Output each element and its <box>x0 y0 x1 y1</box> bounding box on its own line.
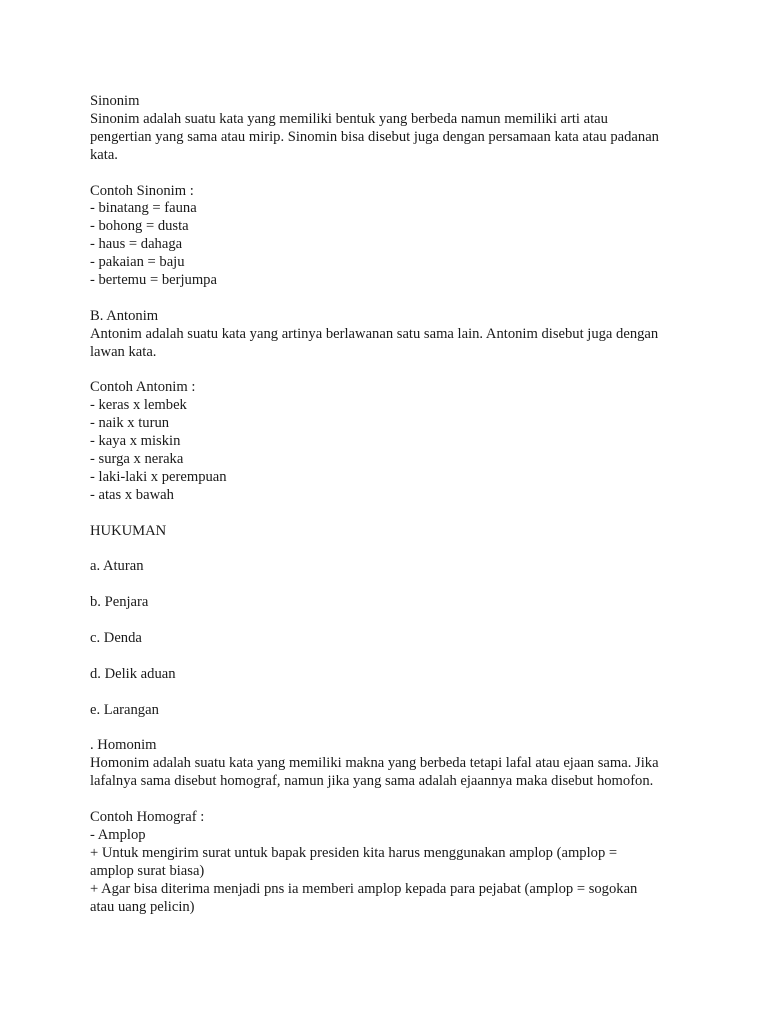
homograf-sentence-2-line-2: atau uang pelicin) <box>90 898 195 915</box>
spacer <box>90 505 690 523</box>
sinonim-example: - haus = dahaga <box>90 236 183 253</box>
homonim-heading: . Homonim <box>90 737 157 754</box>
hukuman-item: e. Larangan <box>90 701 159 718</box>
homograf-examples-heading: Contoh Homograf : <box>90 809 205 826</box>
antonim-section <box>90 308 690 505</box>
hukuman-item: c. Denda <box>90 630 142 647</box>
spacer <box>90 541 690 559</box>
antonim-example: - surga x neraka <box>90 451 184 468</box>
homonim-section <box>90 737 690 916</box>
sinonim-example: - binatang = fauna <box>90 200 197 217</box>
antonim-example: - kaya x miskin <box>90 433 181 450</box>
sinonim-example: - bohong = dusta <box>90 218 189 235</box>
spacer <box>90 720 690 738</box>
sinonim-definition-line-1: Sinonim adalah suatu kata yang memiliki bentuk yang berbeda namun memiliki arti atau <box>90 110 608 127</box>
antonim-heading: B. Antonim <box>90 307 159 324</box>
homograf-sentence-1-line-1: + Untuk mengirim surat untuk bapak presiden kita harus menggunakan amplop (amplop = <box>90 844 618 861</box>
antonim-example: - naik x turun <box>90 415 170 432</box>
homonim-definition-line-1: Homonim adalah suatu kata yang memiliki makna yang berbeda tetapi lafal atau ejaan sama. Jika <box>90 755 659 772</box>
hukuman-item: a. Aturan <box>90 558 144 575</box>
spacer <box>90 362 690 380</box>
spacer <box>90 791 690 809</box>
sinonim-heading: Sinonim <box>90 93 140 109</box>
antonim-definition-line-2: lawan kata. <box>90 343 157 360</box>
hukuman-section <box>90 523 690 720</box>
homograf-example-word: - Amplop <box>90 826 146 843</box>
antonim-example: - laki-laki x perempuan <box>90 468 227 485</box>
document-page <box>90 93 690 917</box>
sinonim-examples-heading: Contoh Sinonim : <box>90 182 194 199</box>
hukuman-item: d. Delik aduan <box>90 665 176 682</box>
homonim-definition-line-2: lafalnya sama disebut homograf, namun jika yang sama adalah ejaannya maka disebut homofon. <box>90 773 654 790</box>
spacer <box>90 684 690 702</box>
hukuman-heading: HUKUMAN <box>90 522 167 539</box>
sinonim-section <box>90 93 690 290</box>
hukuman-item: b. Penjara <box>90 594 149 611</box>
homograf-sentence-2-line-1: + Agar bisa diterima menjadi pns ia memberi amplop kepada para pejabat (amplop = sogokan <box>90 880 638 897</box>
antonim-definition-line-1: Antonim adalah suatu kata yang artinya berlawanan satu sama lain. Antonim disebut juga dengan <box>90 325 659 342</box>
antonim-examples-heading: Contoh Antonim : <box>90 379 196 396</box>
sinonim-definition-line-3: kata. <box>90 146 118 163</box>
sinonim-example: - pakaian = baju <box>90 254 185 271</box>
spacer <box>90 165 690 183</box>
spacer <box>90 290 690 308</box>
sinonim-definition-line-2: pengertian yang sama atau mirip. Sinomin bisa disebut juga dengan persamaan kata atau padanan <box>90 128 659 145</box>
spacer <box>90 612 690 630</box>
homograf-sentence-1-line-2: amplop surat biasa) <box>90 862 205 879</box>
sinonim-example: - bertemu = berjumpa <box>90 272 217 289</box>
antonim-example: - atas x bawah <box>90 486 174 503</box>
antonim-example: - keras x lembek <box>90 397 187 414</box>
spacer <box>90 648 690 666</box>
spacer <box>90 576 690 594</box>
